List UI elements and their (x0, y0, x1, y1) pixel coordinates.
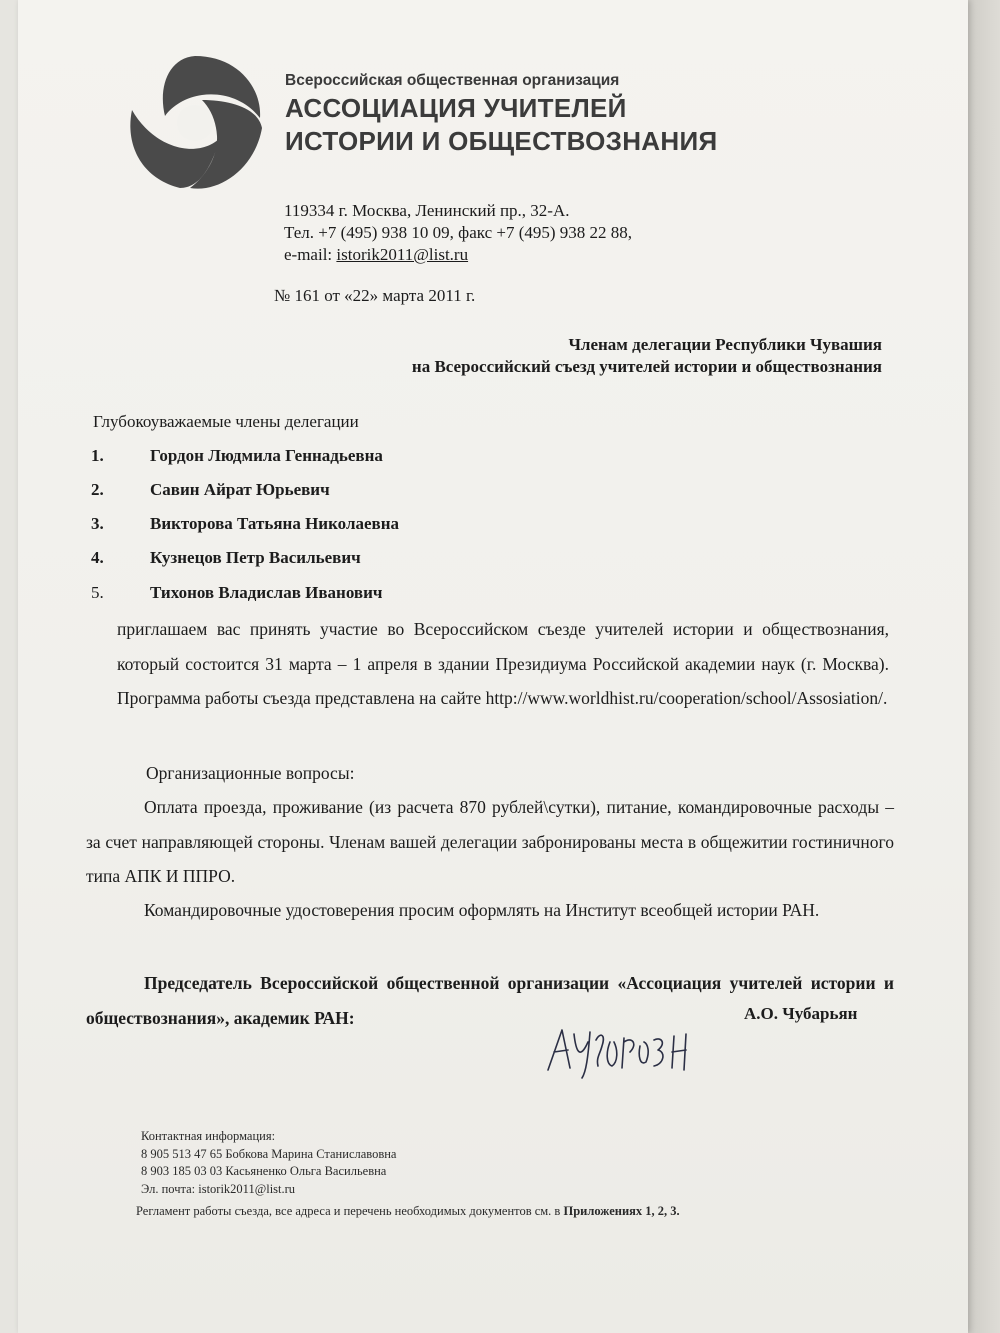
member-number: 5. (91, 583, 104, 602)
address-block (284, 200, 632, 266)
contact-email: Эл. почта: istorik2011@list.ru (141, 1181, 296, 1196)
regulations-appendices: Приложениях 1, 2, 3. (563, 1204, 680, 1218)
document-number: № 161 от «22» марта 2011 г. (274, 286, 476, 305)
org-name-line2: ИСТОРИИ И ОБЩЕСТВОЗНАНИЯ (285, 126, 718, 156)
regulations-note (136, 1204, 680, 1219)
org-questions-heading: Организационные вопросы: (146, 763, 355, 783)
contact-line: 8 905 513 47 65 Бобкова Марина Станиславовна (141, 1146, 397, 1161)
member-number: 4. (91, 548, 104, 567)
member-name: Викторова Татьяна Николаевна (150, 514, 399, 533)
recipient-block (412, 334, 882, 378)
recipient-line2: на Всероссийский съезд учителей истории и обществознания (411, 357, 882, 376)
member-number: 2. (91, 480, 104, 499)
association-logo-icon (120, 48, 270, 198)
member-name: Кузнецов Петр Васильевич (150, 548, 361, 567)
contacts-label: Контактная информация: (141, 1129, 276, 1143)
salutation: Глубокоуважаемые члены делегации (93, 412, 359, 431)
phone-line: Тел. +7 (495) 938 10 09, факс +7 (495) 938 22 88, (284, 223, 633, 242)
member-name: Тихонов Владислав Иванович (150, 583, 383, 602)
org-name (285, 92, 717, 158)
underlying-page-edge (968, 0, 1000, 1333)
payment-paragraph: Оплата проезда, проживание (из расчета 870 рублей\сутки), питание, командировочные расходы – за счет направляющей стороны. Членам вашей делегации забронированы места в общежитии гостиничного типа АПК И ППРО. (86, 797, 894, 886)
member-name: Савин Айрат Юрьевич (150, 480, 330, 499)
recipient-line1: Членам делегации Республики Чувашия (568, 335, 882, 354)
member-name: Гордон Людмила Геннадьевна (150, 446, 383, 465)
invitation-paragraph: приглашаем вас принять участие во Всероссийском съезде учителей истории и обществознания, который состоится 31 марта – 1 апреля в здании Президиума Российской академии наук (г. Москва). Программа работы съезда представлена на сайте http://www.worldhist.ru/cooperation/school/Assosiation/. (117, 619, 889, 708)
email-line (284, 244, 632, 266)
signer-name: А.О. Чубарьян (744, 1004, 858, 1023)
chairman-title: Председатель Всероссийской общественной организации «Ассоциация учителей истории и обществознания», академик РАН: (86, 973, 894, 1028)
member-number: 1. (91, 446, 104, 465)
regulations-text: Регламент работы съезда, все адреса и перечень необходимых документов см. в (136, 1204, 564, 1218)
org-name-line1: АССОЦИАЦИЯ УЧИТЕЛЕЙ (285, 93, 627, 123)
org-type: Всероссийская общественная организация (285, 72, 620, 89)
contact-info (141, 1128, 396, 1198)
certificates-paragraph: Командировочные удостоверения просим оформлять на Институт всеобщей истории РАН. (144, 900, 820, 920)
member-number: 3. (91, 514, 104, 533)
contact-line: 8 903 185 03 03 Касьяненко Ольга Васильевна (141, 1164, 387, 1178)
handwritten-signature (540, 1012, 740, 1084)
email-label: e-mail: (284, 245, 337, 264)
email-link[interactable]: istorik2011@list.ru (336, 245, 469, 264)
address-line: 119334 г. Москва, Ленинский пр., 32-А. (284, 201, 570, 220)
